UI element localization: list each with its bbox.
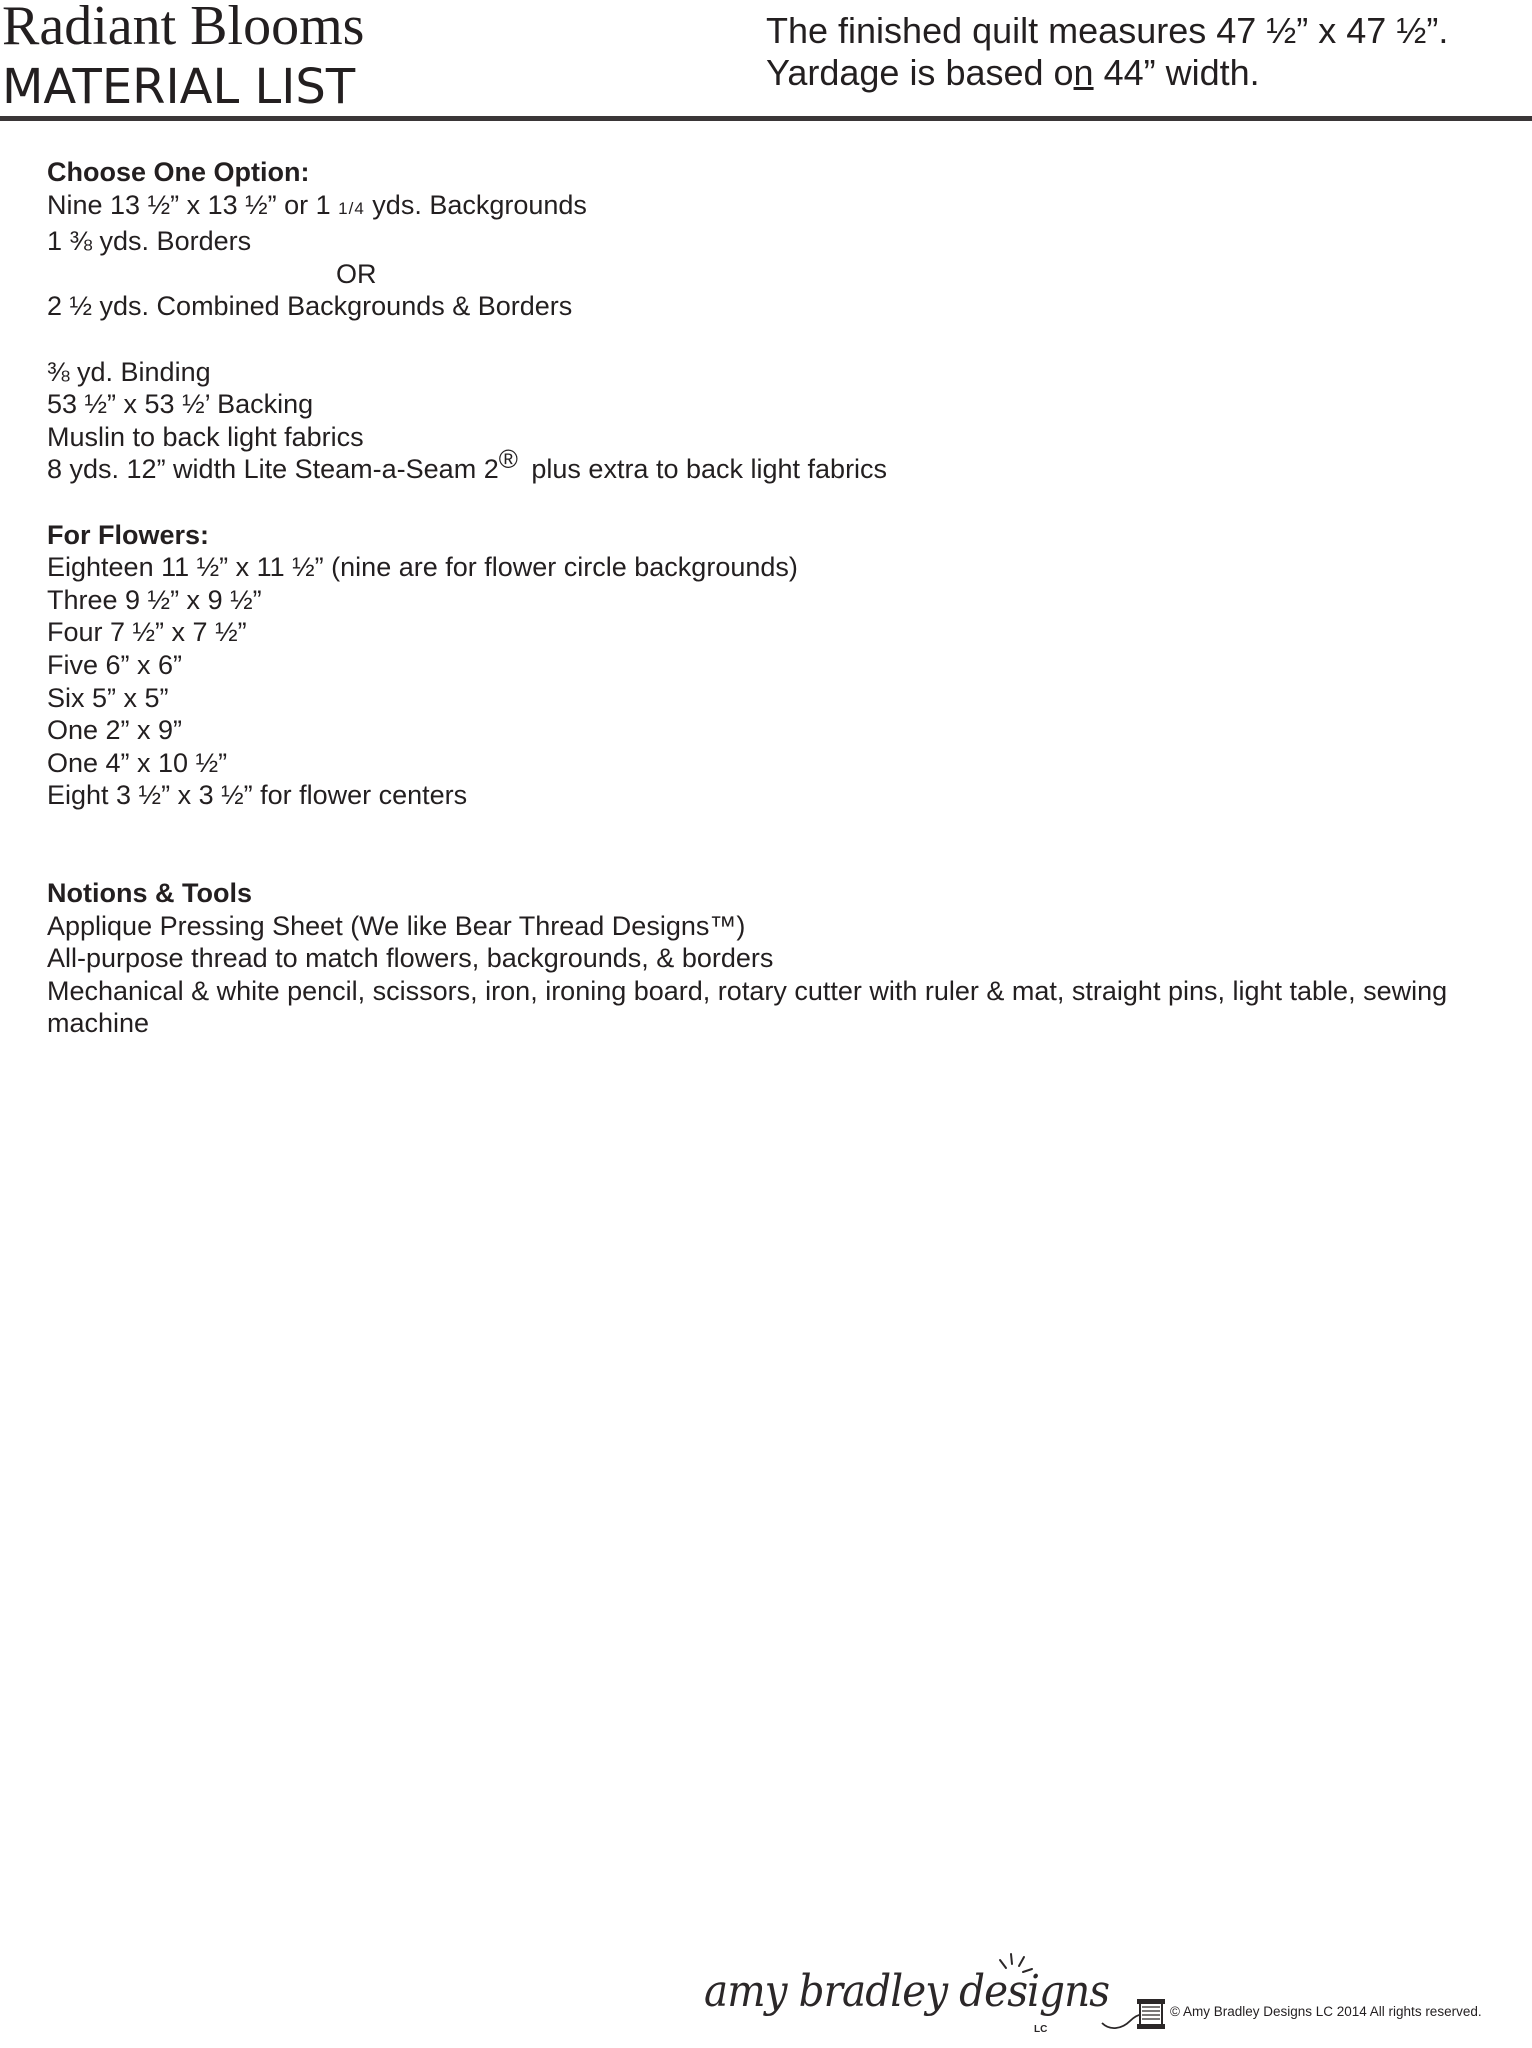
steam-text-start: 8 yds. 12” width Lite Steam-a-Seam 2 [47, 454, 499, 485]
flower-item: Eighteen 11 ½” x 11 ½” (nine are for flower circle backgrounds) [47, 552, 798, 583]
backgrounds-text-end: yds. Backgrounds [364, 189, 587, 220]
backing-line: 53 ½” x 53 ½’ Backing [47, 389, 314, 420]
flower-item: Three 9 ½” x 9 ½” [47, 584, 262, 615]
binding-line: ⅜ yd. Binding [47, 356, 211, 387]
flower-item: One 2” x 9” [47, 715, 183, 746]
pattern-title: Radiant Blooms [2, 0, 365, 57]
backgrounds-fraction: 1/4 [338, 198, 365, 218]
steam-text-end: plus extra to back light fabrics [523, 454, 888, 485]
logo-wordmark: amy bradley designs [704, 1966, 1110, 2017]
material-list-heading: MATERIAL LIST [2, 59, 356, 115]
header-divider [0, 116, 1532, 121]
muslin-line: Muslin to back light fabrics [47, 421, 364, 452]
or-separator: OR [336, 258, 377, 289]
notion-item: Applique Pressing Sheet (We like Bear Thread Designs™) [47, 910, 746, 941]
flowers-heading: For Flowers: [47, 519, 210, 550]
flower-item: One 4” x 10 ½” [47, 747, 228, 778]
quilt-measurements [766, 10, 1448, 94]
spacer [47, 323, 1487, 356]
yardage-text-start: Yardage is based o [766, 52, 1074, 93]
copyright-notice: © Amy Bradley Designs LC 2014 All rights reserved. [1170, 2004, 1482, 2019]
choose-option-heading: Choose One Option: [47, 157, 310, 187]
flower-item: Eight 3 ½” x 3 ½” for flower centers [47, 780, 468, 811]
material-list [47, 156, 1487, 1040]
flower-item: Five 6” x 6” [47, 649, 183, 680]
registered-mark: ® [498, 444, 518, 475]
flower-item: Six 5” x 5” [47, 682, 169, 713]
spacer [47, 812, 1487, 877]
spacer [47, 486, 1487, 519]
borders-line: 1 ⅜ yds. Borders [47, 226, 252, 257]
yardage-underlined-letter: n [1073, 52, 1094, 93]
backgrounds-line [47, 189, 1487, 226]
notion-item: Mechanical & white pencil, scissors, iron, ironing board, rotary cutter with ruler & mat, straight pins, light table, sewing machine [47, 975, 1448, 1039]
amy-bradley-designs-logo [700, 1942, 1110, 2042]
steam-a-seam-line [47, 444, 1487, 486]
notions-heading: Notions & Tools [47, 878, 252, 909]
yardage-text-end: 44” width. [1093, 52, 1260, 93]
notion-item: All-purpose thread to match flowers, backgrounds, & borders [47, 943, 774, 974]
logo-suffix: LC [1034, 2024, 1048, 2035]
finished-size-line: The finished quilt measures 47 ½” x 47 ½”. [766, 10, 1449, 51]
thread-spool-icon [1100, 1997, 1180, 2033]
flower-item: Four 7 ½” x 7 ½” [47, 617, 247, 648]
combined-line: 2 ½ yds. Combined Backgrounds & Borders [47, 291, 573, 322]
yardage-line [766, 52, 1448, 94]
backgrounds-text-start: Nine 13 ½” x 13 ½” or 1 [47, 189, 339, 220]
